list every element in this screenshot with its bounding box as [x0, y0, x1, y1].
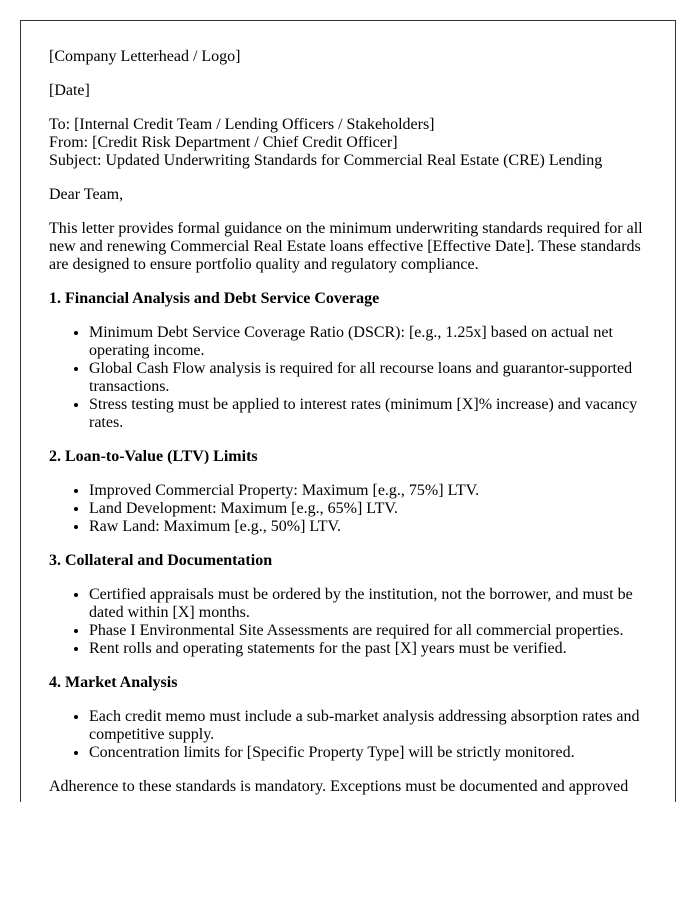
- section-list: [49, 708, 661, 762]
- memo-subject: Subject: Updated Underwriting Standards for Commercial Real Estate (CRE) Lending: [49, 152, 603, 169]
- section-title: 3. Collateral and Documentation: [49, 552, 273, 569]
- letter-page: [20, 20, 676, 802]
- section-financial-analysis: [49, 290, 661, 432]
- section-title: 1. Financial Analysis and Debt Service Coverage: [49, 290, 380, 307]
- intro-paragraph: This letter provides formal guidance on the minimum underwriting standards required for all new and renewing Commercial Real Estate loans effective [Effective Date]. These standards are designed to ensure portfolio quality and regulatory compliance.: [49, 220, 643, 273]
- list-item: • Improved Commercial Property: Maximum [e.g., 75%] LTV.: [89, 482, 661, 500]
- closing-paragraph: Adherence to these standards is mandatory. Exceptions must be documented and approved: [49, 778, 629, 795]
- list-item: • Concentration limits for [Specific Property Type] will be strictly monitored.: [89, 744, 661, 762]
- section-ltv-limits: [49, 448, 661, 536]
- list-item: • Minimum Debt Service Coverage Ratio (DSCR): [e.g., 1.25x] based on actual net operating income.: [89, 324, 661, 360]
- section-market-analysis: [49, 674, 661, 762]
- letter-date: [Date]: [49, 82, 90, 99]
- section-title: 2. Loan-to-Value (LTV) Limits: [49, 448, 258, 465]
- salutation: Dear Team,: [49, 186, 124, 203]
- section-list: [49, 324, 661, 432]
- list-item: • Certified appraisals must be ordered by the institution, not the borrower, and must be dated within [X] months.: [89, 586, 661, 622]
- list-item: • Raw Land: Maximum [e.g., 50%] LTV.: [89, 518, 661, 536]
- list-item: • Phase I Environmental Site Assessments are required for all commercial properties.: [89, 622, 661, 640]
- memo-to: To: [Internal Credit Team / Lending Officers / Stakeholders]: [49, 116, 435, 133]
- memo-header: [49, 116, 661, 170]
- section-list: [49, 482, 661, 536]
- list-item: • Each credit memo must include a sub-market analysis addressing absorption rates and competitive supply.: [89, 708, 661, 744]
- section-list: [49, 586, 661, 658]
- list-item: • Global Cash Flow analysis is required for all recourse loans and guarantor-supported transactions.: [89, 360, 661, 396]
- list-item: • Stress testing must be applied to interest rates (minimum [X]% increase) and vacancy rates.: [89, 396, 661, 432]
- section-title: 4. Market Analysis: [49, 674, 178, 691]
- list-item: • Land Development: Maximum [e.g., 65%] LTV.: [89, 500, 661, 518]
- list-item: • Rent rolls and operating statements for the past [X] years must be verified.: [89, 640, 661, 658]
- company-letterhead: [Company Letterhead / Logo]: [49, 48, 241, 65]
- memo-from: From: [Credit Risk Department / Chief Credit Officer]: [49, 134, 398, 151]
- section-collateral-documentation: [49, 552, 661, 658]
